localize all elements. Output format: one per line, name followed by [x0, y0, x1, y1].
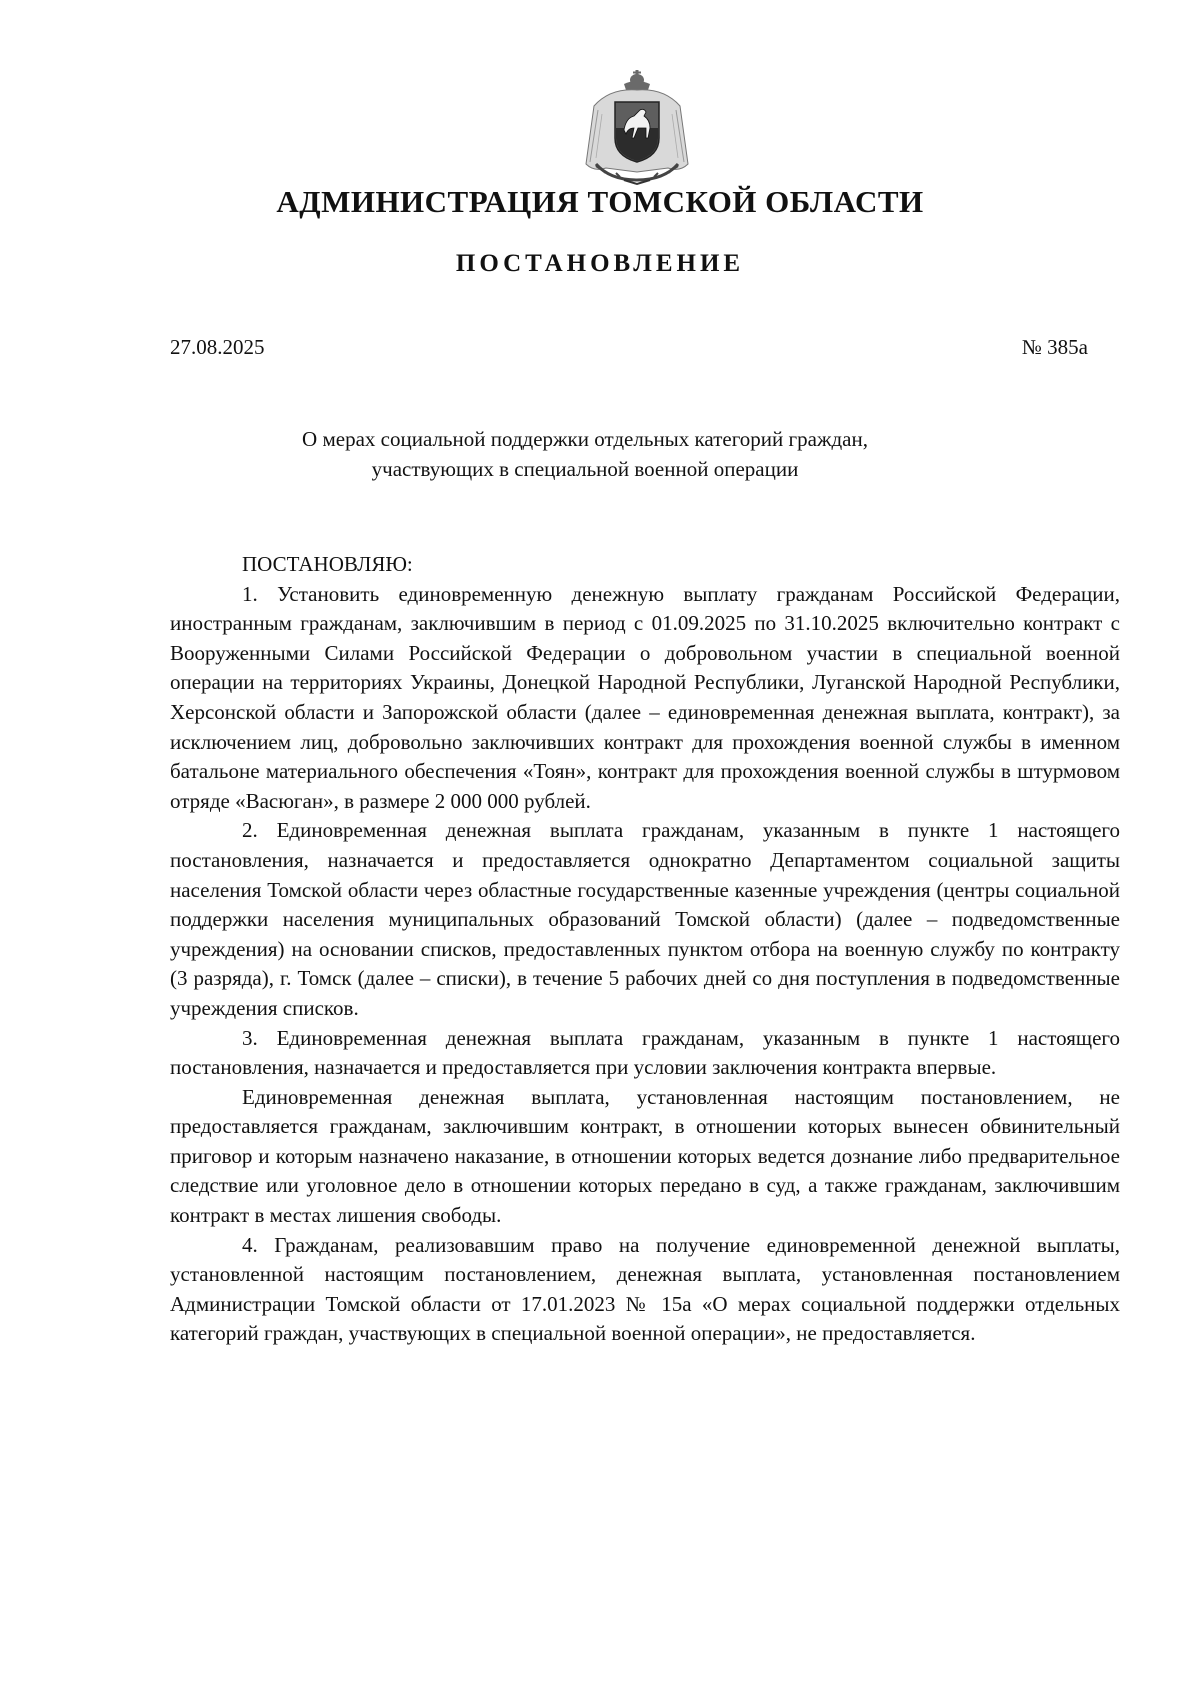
- subject-line-2: участвующих в специальной военной операции: [371, 457, 799, 481]
- document-number: № 385а: [1021, 335, 1088, 359]
- document-body: [170, 550, 1120, 1349]
- document-subject: [200, 424, 970, 484]
- document-date: 27.08.2025: [170, 335, 265, 359]
- paragraph-1: 1. Установить единовременную денежную выплату гражданам Российской Федерации, иностранным гражданам, заключившим в период с 01.09.2025 по 31.10.2025 включительно контракт с Вооруженными Силами Российской Федерации о добровольном участии в специальной военной операции на территориях Украины, Донецкой Народной Республики, Луганской Народной Республики, Херсонской области и Запорожской области (далее – единовременная денежная выплата, контракт), за исключением лиц, добровольно заключивших контракт для прохождения военной службы в именном батальоне материального обеспечения «Тоян», контракт для прохождения военной службы в штурмовом отряде «Васюган», в размере 2 000 000 рублей.: [170, 581, 1120, 813]
- paragraph-4: 4. Гражданам, реализовавшим право на получение единовременной денежной выплаты, установленной настоящим постановлением, денежная выплата, установленная постановлением Администрации Томской области от 17.01.2023 № 15а «О мерах социальной поддержки отдельных категорий граждан, участвующих в специальной военной операции», не предоставляется.: [170, 1232, 1120, 1346]
- coat-of-arms-icon: [580, 68, 694, 186]
- subject-line-1: О мерах социальной поддержки отдельных категорий граждан,: [302, 427, 868, 451]
- paragraph-2: 2. Единовременная денежная выплата гражданам, указанным в пункте 1 настоящего постановления, назначается и предоставляется однократно Департаментом социальной защиты населения Томской области через областные государственные казенные учреждения (центры социальной поддержки населения муниципальных образований Томской области) (далее – подведомственные учреждения) на основании списков, предоставленных пунктом отбора на военную службу по контракту (3 разряда), г. Томск (далее – списки), в течение 5 рабочих дней со дня поступления в подведомственные учреждения списков.: [170, 818, 1120, 1020]
- decree-word: ПОСТАНОВЛЯЮ:: [242, 552, 413, 576]
- paragraph-3-exception: Единовременная денежная выплата, установленная настоящим постановлением, не предоставляется гражданам, заключившим контракт, в отношении которых вынесен обвинительный приговор и которым назначено наказание, в отношении которых ведется дознание либо предварительное следствие или уголовное дело в отношении которых передано в суд, а также гражданам, заключившим контракт в местах лишения свободы.: [170, 1084, 1120, 1228]
- paragraph-3: 3. Единовременная денежная выплата гражданам, указанным в пункте 1 настоящего постановления, назначается и предоставляется при условии заключения контракта впервые.: [170, 1025, 1120, 1080]
- document-type: ПОСТАНОВЛЕНИЕ: [455, 250, 745, 277]
- organization-title: АДМИНИСТРАЦИЯ ТОМСКОЙ ОБЛАСТИ: [276, 184, 924, 219]
